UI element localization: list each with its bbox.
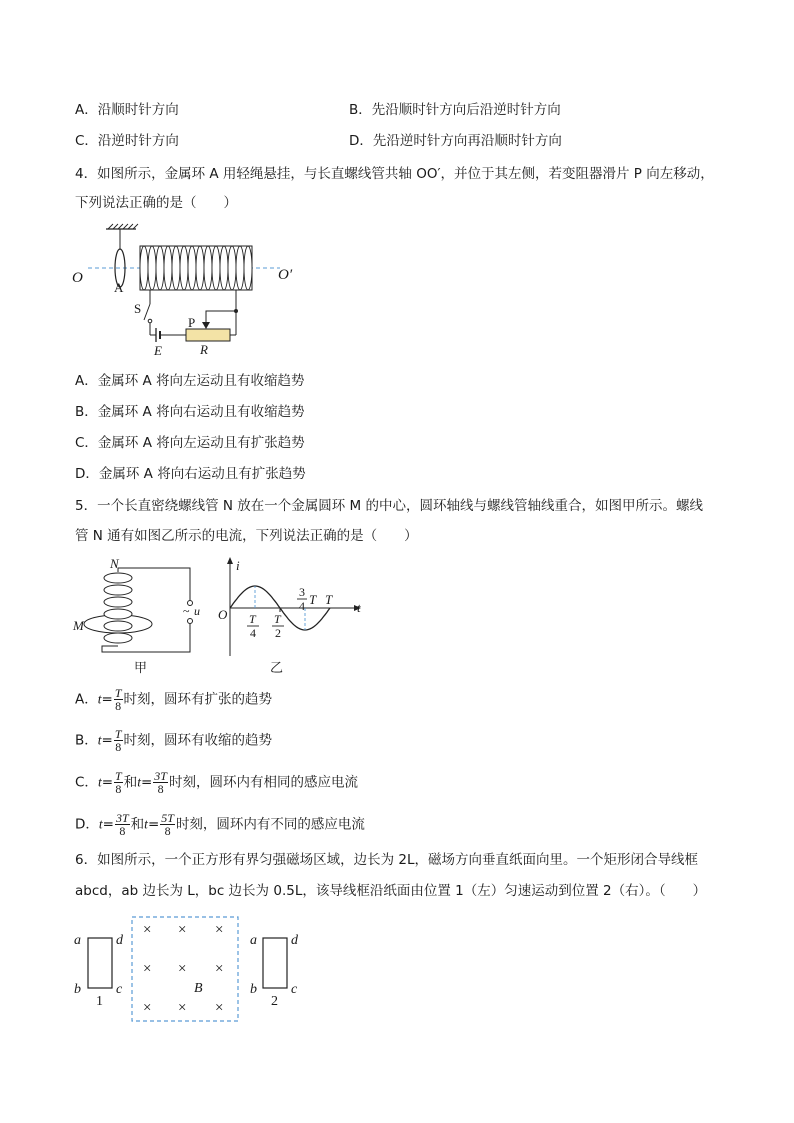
- coil-turn: [212, 246, 220, 290]
- q5-figure-yi: [214, 556, 366, 676]
- equals: =: [101, 732, 113, 749]
- label-c-left: c: [116, 982, 123, 997]
- fraction: [153, 770, 168, 795]
- label-e: E: [154, 343, 162, 358]
- fraction: [114, 687, 123, 712]
- field-cross: ×: [215, 961, 224, 977]
- label-o-prime: O′: [278, 267, 293, 283]
- axis-label-t: t: [357, 600, 361, 615]
- option-text: 时刻，圆环有扩张的趋势: [123, 691, 273, 708]
- q4-stem-line1: 4．如图所示，金属环 A 用轻绳悬挂，与长直螺线管共轴 OO′，并位于其左侧，若变阻器滑片 P 向左移动，: [75, 166, 714, 182]
- label-u: u: [194, 604, 200, 618]
- q5-stem-line2: 管 N 通有如图乙所示的电流，下列说法正确的是（ ）: [75, 528, 418, 544]
- q5-stem-line1: 5．一个长直密绕螺线管 N 放在一个金属圆环 M 的中心，圆环轴线与螺线管轴线重合，如图甲所示。螺线: [75, 498, 703, 514]
- label-s: S: [134, 301, 142, 316]
- coil-turn: [156, 246, 164, 290]
- coil-turn: [104, 585, 132, 595]
- label-m: M: [73, 618, 84, 633]
- coil-turn: [220, 246, 228, 290]
- numerator: T: [114, 686, 122, 700]
- option-letter: B．: [75, 732, 98, 749]
- option-text: 时刻，圆环内有相同的感应电流: [168, 774, 358, 791]
- q4-stem-line2: 下列说法正确的是（ ）: [75, 195, 237, 211]
- q4-solenoid-figure: [70, 224, 300, 359]
- label-o: O: [72, 270, 83, 286]
- label-p: P: [188, 315, 196, 330]
- q4-option-a: A．金属环 A 将向左运动且有收缩趋势: [75, 373, 305, 389]
- coil-turn: [104, 633, 132, 643]
- field-cross: ×: [178, 922, 187, 938]
- conjunction: 和: [123, 774, 138, 791]
- coil-turn: [188, 246, 196, 290]
- q5-option-d: [75, 812, 365, 837]
- field-cross: ×: [143, 1000, 152, 1016]
- label-a: A: [114, 280, 124, 295]
- coil-turn: [244, 246, 252, 290]
- tick-t2-den: 2: [275, 626, 281, 640]
- denominator: 8: [157, 782, 164, 796]
- field-cross: ×: [215, 922, 224, 938]
- label-a-right: a: [250, 933, 257, 948]
- denominator: 8: [115, 699, 122, 713]
- q4-option-b: B．金属环 A 将向右运动且有收缩趋势: [75, 404, 305, 420]
- field-cross: ×: [143, 961, 152, 977]
- option-letter: A．: [75, 691, 98, 708]
- caption-jia: 甲: [134, 660, 148, 675]
- option-letter: D．: [75, 816, 99, 833]
- field-cross: ×: [178, 961, 187, 977]
- fraction: [115, 812, 130, 837]
- label-b-right: b: [250, 982, 257, 997]
- equals: =: [101, 774, 114, 791]
- q3-option-b: B．先沿顺时针方向后沿逆时针方向: [349, 102, 561, 118]
- tick-t4-den: 4: [250, 626, 256, 640]
- tick-34-den: 4: [299, 599, 305, 613]
- q5-option-a: [75, 687, 272, 712]
- coil-turn: [172, 246, 180, 290]
- coil-turn: [180, 246, 188, 290]
- field-cross: ×: [215, 1000, 224, 1016]
- numerator: 5T: [161, 811, 174, 825]
- tick-34-num: 3: [299, 585, 305, 599]
- q3-option-d: D．先沿逆时针方向再沿顺时针方向: [349, 133, 562, 149]
- q5-figure-jia: [70, 556, 210, 676]
- q4-option-c: C．金属环 A 将向左运动且有扩张趋势: [75, 435, 305, 451]
- label-a-left: a: [74, 933, 81, 948]
- label-d-left: d: [116, 933, 123, 948]
- tick-34-t: T: [309, 592, 317, 607]
- axis-label-i: i: [236, 558, 240, 573]
- label-r: R: [200, 342, 208, 357]
- option-text: 时刻，圆环内有不同的感应电流: [175, 816, 365, 833]
- q6-stem-line2: abcd，ab 边长为 L，bc 边长为 0.5L，该导线框沿纸面由位置 1（左）匀速运动到位置 2（右）。（ ）: [75, 883, 707, 899]
- equals: =: [101, 691, 113, 708]
- coil-turn: [104, 597, 132, 607]
- slider-p: [206, 311, 236, 324]
- q3-option-c: C．沿逆时针方向: [75, 133, 179, 149]
- coil-turn: [236, 246, 244, 290]
- coil-turn: [104, 573, 132, 583]
- switch-s: [144, 304, 150, 320]
- origin-label: O: [218, 607, 228, 622]
- denominator: 8: [119, 824, 126, 838]
- denominator: 8: [115, 782, 122, 796]
- var-t: t: [98, 816, 103, 832]
- fraction: [160, 812, 175, 837]
- q6-stem-line1: 6．如图所示，一个正方形有界匀强磁场区域，边长为 2L，磁场方向垂直纸面向里。一个矩形闭合导线框: [75, 852, 698, 868]
- numerator: 3T: [115, 811, 129, 825]
- wire-frame-position-2: [263, 938, 287, 988]
- numerator: 3T: [154, 769, 167, 783]
- wire-frame-position-1: [88, 938, 112, 988]
- label-n: N: [110, 556, 119, 571]
- var-t: t: [97, 732, 102, 748]
- var-t: t: [97, 691, 102, 707]
- ac-source-symbol: ~: [183, 604, 190, 618]
- coil-turn: [104, 609, 132, 619]
- field-cross: ×: [143, 922, 152, 938]
- denominator: 8: [115, 740, 122, 754]
- tick-label-period: T: [325, 592, 333, 607]
- coil-turn: [164, 246, 172, 290]
- rheostat-r: [186, 329, 230, 341]
- q3-option-a: A．沿顺时针方向: [75, 102, 179, 118]
- var-t: t: [137, 774, 141, 790]
- coil-turn: [104, 621, 132, 631]
- option-text: 时刻，圆环有收缩的趋势: [123, 732, 273, 749]
- label-b-field: B: [194, 981, 203, 996]
- equals: =: [147, 816, 160, 833]
- var-t: t: [144, 816, 148, 832]
- coil-turn: [196, 246, 204, 290]
- denominator: 8: [164, 824, 171, 838]
- label-d-right: d: [291, 933, 298, 948]
- coil-turn: [228, 246, 236, 290]
- fraction: [114, 728, 123, 753]
- q4-option-d: D．金属环 A 将向右运动且有扩张趋势: [75, 466, 306, 482]
- coil-turn: [140, 246, 148, 290]
- option-letter: C．: [75, 774, 98, 791]
- equals: =: [102, 816, 114, 833]
- label-position-2: 2: [271, 994, 278, 1009]
- fraction: [114, 770, 123, 795]
- conjunction: 和: [130, 816, 145, 833]
- label-b-left: b: [74, 982, 81, 997]
- q5-option-c: [75, 770, 358, 795]
- field-cross: ×: [178, 1000, 187, 1016]
- label-position-1: 1: [96, 994, 103, 1009]
- numerator: T: [115, 769, 122, 783]
- tick-t2-num: T: [274, 612, 281, 626]
- caption-yi: 乙: [270, 660, 284, 675]
- q5-option-b: [75, 728, 272, 753]
- var-t: t: [97, 774, 102, 790]
- coil-turn: [148, 246, 156, 290]
- equals: =: [140, 774, 153, 791]
- label-c-right: c: [291, 982, 298, 997]
- numerator: T: [114, 727, 122, 741]
- coil-turn: [204, 246, 212, 290]
- tick-t4-num: T: [249, 612, 256, 626]
- q6-figure: [70, 912, 320, 1027]
